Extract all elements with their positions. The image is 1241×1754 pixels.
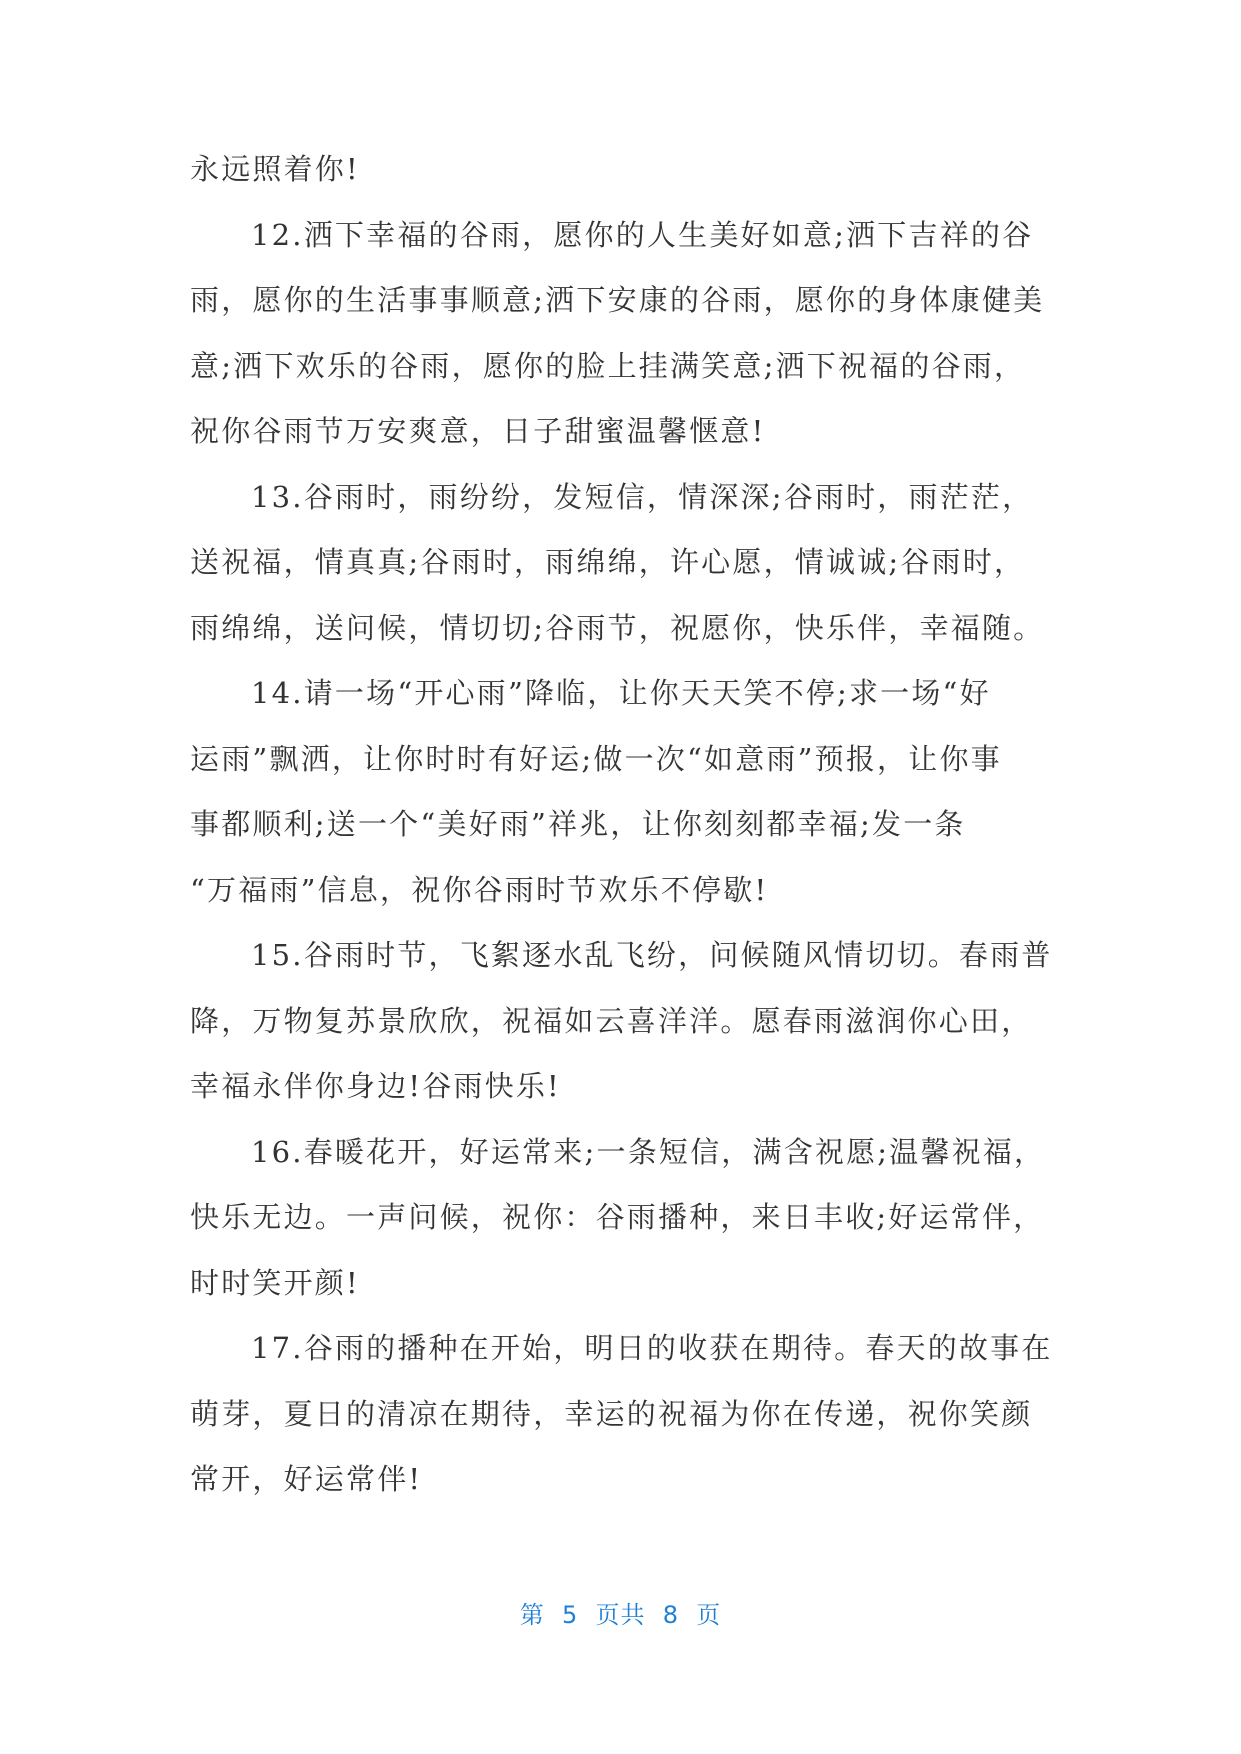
text-line: 幸福永伴你身边!谷雨快乐! bbox=[190, 1069, 561, 1103]
paragraph-item-16 bbox=[190, 1120, 1060, 1317]
text-line: 14.请一场“开心雨”降临，让你天天笑不停;求一场“好 bbox=[251, 676, 991, 710]
paragraph-item-17 bbox=[190, 1316, 1060, 1513]
page-number-footer: 第 5 页共 8 页 bbox=[519, 1601, 722, 1629]
text-line: 12.洒下幸福的谷雨，愿你的人生美好如意;洒下吉祥的谷 bbox=[251, 217, 1034, 252]
text-line: 雨，愿你的生活事事顺意;洒下安康的谷雨，愿你的身体康健美 bbox=[190, 283, 1045, 317]
text-line: 17.谷雨的播种在开始，明日的收获在期待。春天的故事在 bbox=[251, 1331, 1053, 1365]
text-line: 萌芽，夏日的清凉在期待，幸运的祝福为你在传递，祝你笑颜 bbox=[190, 1396, 1033, 1431]
text-line: 时时笑开颜! bbox=[190, 1265, 360, 1300]
text-line: 快乐无边。一声问候，祝你：谷雨播种，来日丰收;好运常伴， bbox=[190, 1200, 1045, 1234]
text-line: 雨绵绵，送问候，情切切;谷雨节，祝愿你，快乐伴，幸福随。 bbox=[190, 610, 1045, 645]
text-line: 运雨”飘洒，让你时时有好运;做一次“如意雨”预报，让你事 bbox=[190, 741, 1002, 776]
text-line: 15.谷雨时节，飞絮逐水乱飞纷，问候随风情切切。春雨普 bbox=[251, 938, 1053, 972]
text-line: 常开，好运常伴! bbox=[190, 1462, 423, 1496]
text-line: 16.春暖花开，好运常来;一条短信，满含祝愿;温馨祝福， bbox=[251, 1134, 1046, 1169]
document-body bbox=[190, 137, 1060, 1513]
text-line: “万福雨”信息，祝你谷雨时节欢乐不停歇! bbox=[190, 872, 769, 907]
text-line: 降，万物复苏景欣欣，祝福如云喜洋洋。愿春雨滋润你心田， bbox=[190, 1003, 1033, 1038]
text-line: 事都顺利;送一个“美好雨”祥兆，让你刻刻都幸福;发一条 bbox=[190, 807, 966, 841]
text-line: 祝你谷雨节万安爽意，日子甜蜜温馨惬意! bbox=[190, 414, 766, 448]
text-line: 永远照着你! bbox=[190, 152, 360, 186]
text-line: 送祝福，情真真;谷雨时，雨绵绵，许心愿，情诚诚;谷雨时， bbox=[190, 545, 1026, 579]
text-line: 意;洒下欢乐的谷雨，愿你的脸上挂满笑意;洒下祝福的谷雨， bbox=[190, 348, 1026, 383]
paragraph-item-12 bbox=[190, 203, 1060, 465]
paragraph-item-13 bbox=[190, 465, 1060, 662]
paragraph-item-15 bbox=[190, 923, 1060, 1120]
paragraph-item-14 bbox=[190, 661, 1060, 923]
paragraph-continuation bbox=[190, 137, 1060, 203]
text-line: 13.谷雨时，雨纷纷，发短信，情深深;谷雨时，雨茫茫， bbox=[251, 479, 1034, 514]
